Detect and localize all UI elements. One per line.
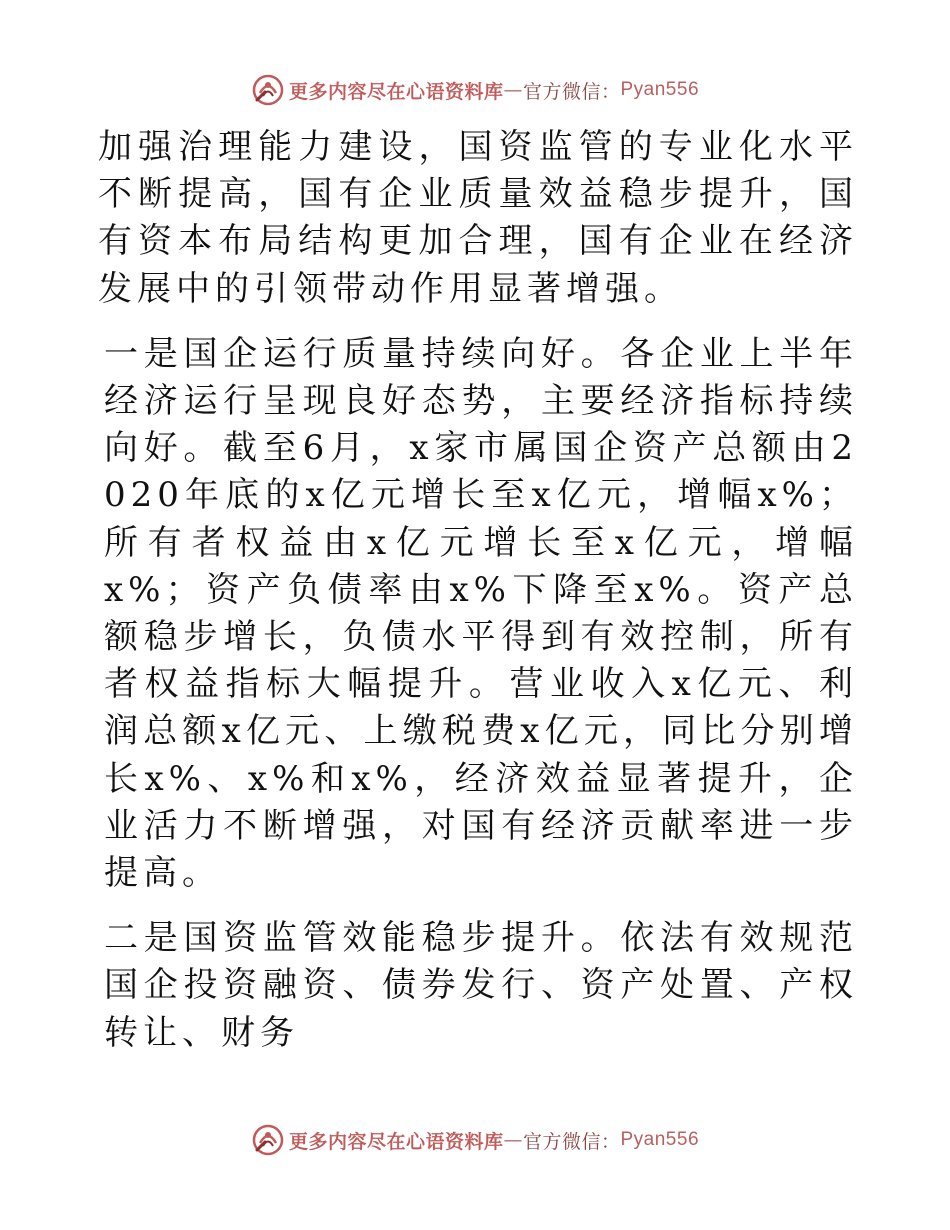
document-body	[98, 124, 858, 1057]
banner-text: 更多内容尽在心语资料库	[288, 1130, 504, 1153]
banner-separator: —	[503, 79, 523, 101]
paragraph-point-one: 一是国企运行质量持续向好。各企业上半年经济运行呈现良好态势，主要经济指标持续向好。截至6月，x家市属国企资产总额由2020年底的x亿元增长至x亿元，增幅x%；所有者权益由x亿元增长至x亿元，增幅x%；资产负债率由x%下降至x%。资产总额稳步增长，负债水平得到有效控制，所有者权益指标大幅提升。营业收入x亿元、利润总额x亿元、上缴税费x亿元，同比分别增长x%、x%和x%，经济效益显著提升，企业活力不断增强，对国有经济贡献率进一步提高。	[104, 333, 858, 894]
banner-wechat-label: 官方微信：	[522, 80, 621, 103]
lotus-seal-icon	[251, 1123, 285, 1157]
banner-wechat-id: Pyan556	[620, 1129, 700, 1150]
banner-wechat-id: Pyan556	[620, 79, 700, 100]
paragraph-intro: 加强治理能力建设，国资监管的专业化水平不断提高，国有企业质量效益稳步提升，国有资本布局结构更加合理，国有企业在经济发展中的引领带动作用显著增强。	[98, 127, 858, 309]
paragraph-point-two: 二是国资监管效能稳步提升。依法有效规范国企投资融资、债券发行、资产处置、产权转让、财务	[104, 918, 858, 1053]
banner-wechat-label: 官方微信：	[522, 1130, 621, 1153]
banner-separator: —	[503, 1129, 523, 1151]
header-watermark-banner	[0, 70, 950, 110]
banner-text: 更多内容尽在心语资料库	[288, 80, 504, 103]
lotus-seal-icon	[251, 73, 285, 107]
footer-watermark-banner	[0, 1120, 950, 1160]
